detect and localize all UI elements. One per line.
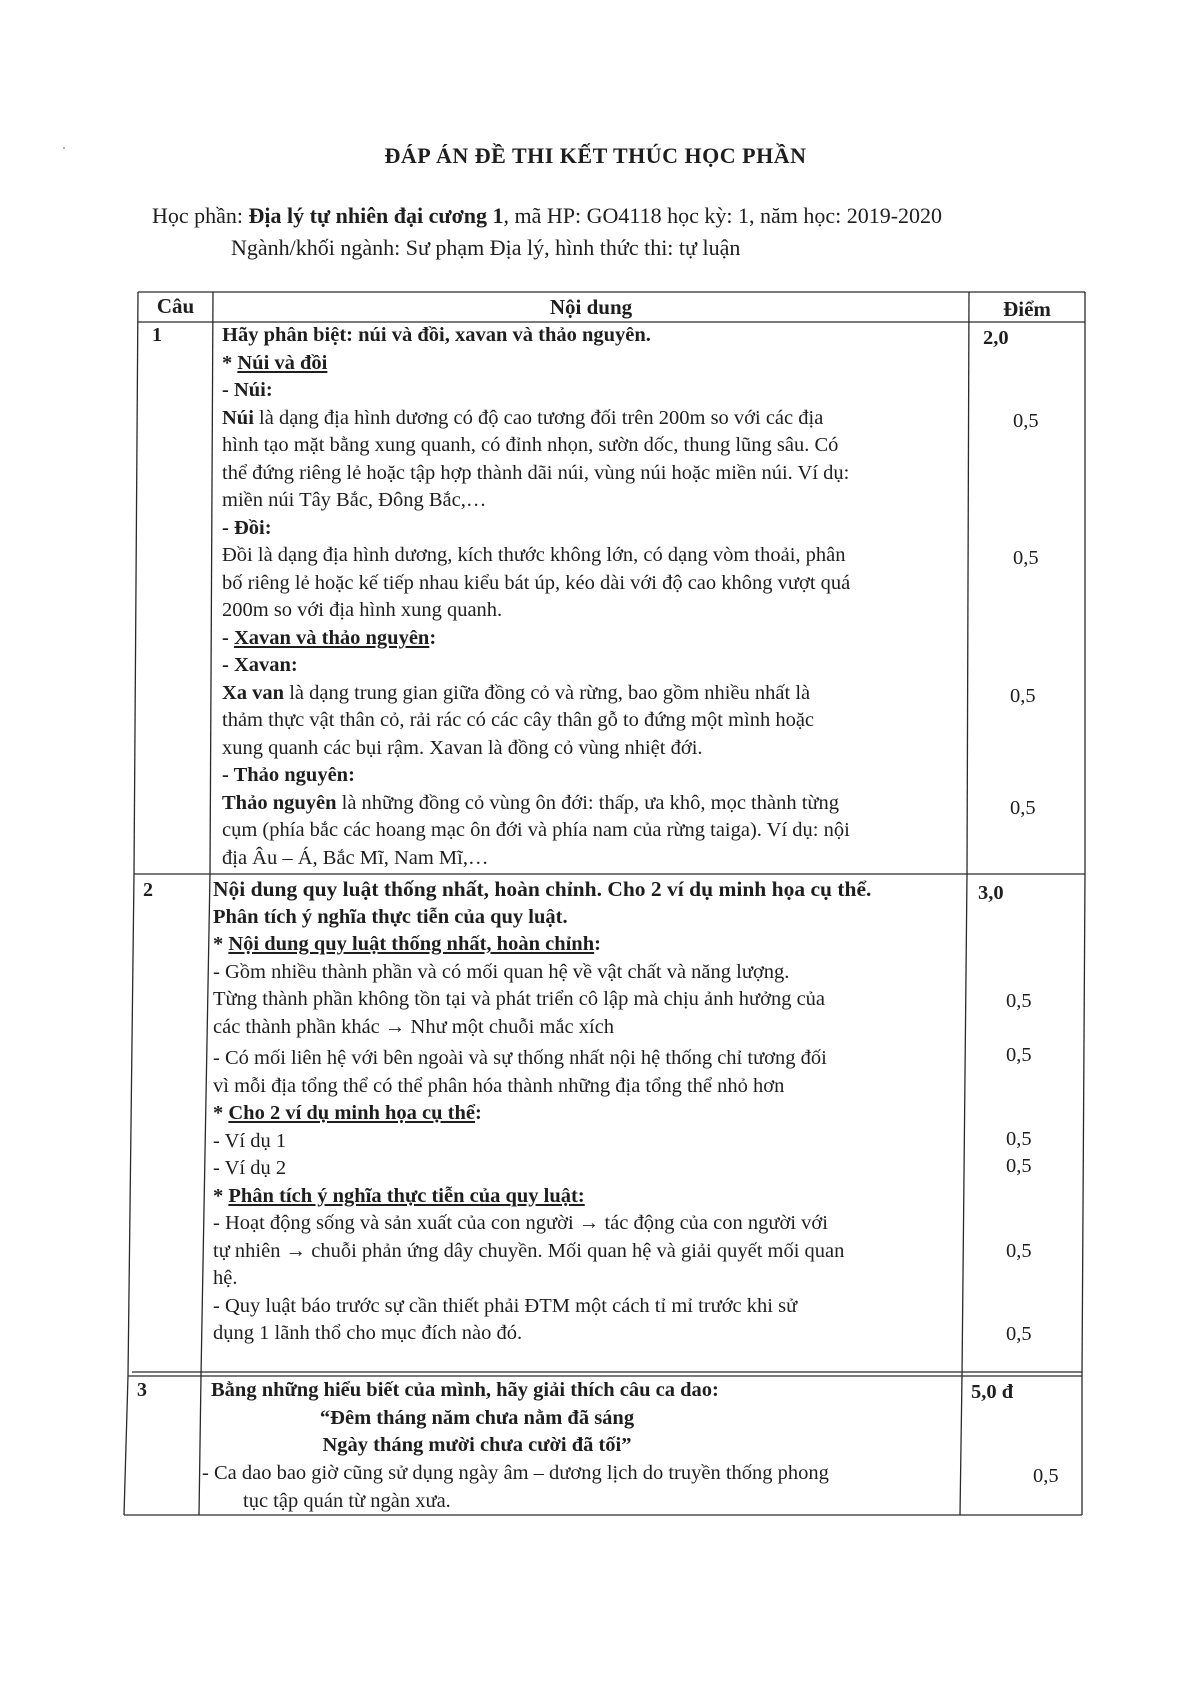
grid-line (1082, 874, 1085, 1376)
q1-xavan-line: Xa van là dạng trung gian giữa đồng cỏ và rừng, bao gồm nhiều nhất là (222, 681, 811, 704)
q1-xavan-line: thảm thực vật thân cỏ, rải rác có các cây thân gỗ to đứng một mình hoặc (222, 709, 815, 731)
q3-verse-line: Ngày tháng mười chưa cười đã tối” (322, 1434, 632, 1456)
q2-point-line: các thành phần khác → Như một chuỗi mắc xích (213, 1015, 615, 1038)
q1-doi-line: bố riêng lẻ hoặc kế tiếp nhau kiểu bát úp, kéo dài với độ cao không vượt quá (222, 571, 851, 594)
q1-xavan-label: - Xavan: (222, 654, 298, 676)
q3-point (202, 1460, 829, 1515)
q3-content (211, 1377, 742, 1460)
major-line: Ngành/khối ngành: Sư phạm Địa lý, hình thức thi: tự luận (231, 235, 741, 260)
q2-point-line: - Quy luật báo trước sự cần thiết phải ĐTM một cách tỉ mỉ trước khi sử (213, 1294, 798, 1317)
q3-number: 3 (137, 1379, 147, 1401)
q2-point-line: - Có mối liên hệ với bên ngoài và sự thống nhất nội hệ thống chỉ tương đối (213, 1047, 827, 1069)
q1-section-b: - Xavan và thảo nguyên: (222, 626, 437, 649)
q2-number: 2 (143, 879, 153, 901)
q1-nui-line: Núi là dạng địa hình dương có độ cao tương đối trên 200m so với các địa (222, 406, 824, 429)
grid-line (210, 292, 213, 874)
grid-line (967, 292, 969, 874)
grid-line (960, 1376, 962, 1515)
q3-question: Bằng những hiểu biết của mình, hãy giải thích câu ca dao: (211, 1379, 719, 1401)
q1-section-a: * Núi và đồi (222, 351, 328, 374)
q3-total-score: 5,0 đ (971, 1381, 1014, 1403)
q1-question: Hãy phân biệt: núi và đồi, xavan và thảo nguyên. (222, 324, 651, 346)
q2-section-b: * Cho 2 ví dụ minh họa cụ thể: (213, 1102, 482, 1124)
q2-example1-score: 0,5 (1006, 1128, 1032, 1150)
q2-point-line: dụng 1 lãnh thổ cho mục đích nào đó. (213, 1322, 523, 1344)
q1-number: 1 (152, 324, 162, 346)
q1-nui-line: hình tạo mặt bằng xung quanh, có đỉnh nhọn, sườn dốc, thung lũng sâu. Có (222, 434, 839, 456)
grid-line (124, 1376, 128, 1515)
q2-point3-score: 0,5 (1006, 1240, 1032, 1262)
q3-point-line: - Ca dao bao giờ cũng sử dụng ngày âm – dương lịch do truyền thống phong (202, 1462, 829, 1484)
q3-point1-score: 0,5 (1033, 1465, 1059, 1487)
header-score: Điểm (1003, 297, 1051, 321)
q2-point-line: vì mỗi địa tổng thể có thể phân hóa thành những địa tổng thể nhỏ hơn (213, 1074, 785, 1097)
header-question: Câu (156, 294, 195, 318)
q2-point-line: - Hoạt động sống và sản xuất của con người → tác động của con người với (213, 1212, 828, 1234)
q2-content (213, 876, 871, 1348)
q2-point4-score: 0,5 (1006, 1323, 1032, 1345)
q1-doi-line: 200m so với địa hình xung quanh. (222, 599, 503, 621)
grid-line (201, 874, 210, 1376)
q2-question: Nội dung quy luật thống nhất, hoàn chỉnh. Cho 2 ví dụ minh họa cụ thể. (213, 877, 872, 901)
q2-section-c: * Phân tích ý nghĩa thực tiễn của quy luật: (213, 1184, 585, 1207)
q2-point-line: - Gồm nhiều thành phần và có mối quan hệ về vật chất và năng lượng. (213, 960, 790, 983)
grid-line (962, 874, 967, 1376)
q1-content (222, 322, 850, 872)
q1-nui-label: - Núi: (222, 379, 273, 401)
grid-line (199, 1376, 201, 1515)
q2-point-line: Từng thành phần không tồn tại và phát triển cô lập mà chịu ảnh hưởng của (213, 988, 826, 1010)
q2-question: Phân tích ý nghĩa thực tiễn của quy luật. (213, 905, 568, 928)
q2-example-2: - Ví dụ 2 (213, 1157, 287, 1179)
q2-point-line: tự nhiên → chuỗi phản ứng dây chuyền. Mối quan hệ và giải quyết mối quan (213, 1239, 845, 1262)
grid-line (128, 874, 134, 1376)
course-name: Địa lý tự nhiên đại cương 1 (248, 203, 504, 228)
course-prefix: Học phần: (152, 203, 249, 228)
course-suffix: , mã HP: GO4118 học kỳ: 1, năm học: 2019-2020 (503, 203, 943, 228)
q1-nui-score: 0,5 (1013, 410, 1039, 432)
q2-point2-score: 0,5 (1006, 1044, 1032, 1066)
q1-nui-line: thể đứng riêng lẻ hoặc tập hợp thành dãi núi, vùng núi hoặc miền núi. Ví dụ: (222, 461, 850, 484)
q2-total-score: 3,0 (978, 882, 1004, 904)
q1-thao-line: Thảo nguyên là những đồng cỏ vùng ôn đới: thấp, ưa khô, mọc thành từng (222, 791, 840, 814)
q1-thao-line: địa Âu – Á, Bắc Mĩ, Nam Mĩ,… (222, 846, 489, 869)
q1-thao-score: 0,5 (1010, 797, 1036, 819)
q1-xavan-line: xung quanh các bụi rậm. Xavan là đồng cỏ vùng nhiệt đới. (222, 736, 703, 759)
q1-nui-line: miền núi Tây Bắc, Đông Bắc,… (222, 489, 487, 511)
q2-section-a: * Nội dung quy luật thống nhất, hoàn chỉnh: (213, 933, 601, 955)
grid-line (134, 292, 138, 874)
q2-point-line: hệ. (213, 1267, 238, 1289)
q1-doi-label: - Đồi: (222, 516, 272, 539)
header-content: Nội dung (549, 295, 633, 319)
q1-thao-line: cụm (phía bắc các hoang mạc ôn đới và phía nam của rừng taiga). Ví dụ: nội (222, 819, 850, 841)
q3-verse-line: “Đêm tháng năm chưa nằm đã sáng (319, 1406, 635, 1429)
q1-thao-label: - Thảo nguyên: (222, 764, 355, 786)
q2-point1-score: 0,5 (1006, 990, 1032, 1012)
q1-xavan-score: 0,5 (1010, 685, 1036, 707)
q1-doi-score: 0,5 (1013, 547, 1039, 569)
q3-point-line: tục tập quán từ ngàn xưa. (243, 1489, 451, 1512)
course-line (152, 203, 942, 229)
q2-example-1: - Ví dụ 1 (213, 1129, 287, 1152)
page-title: ĐÁP ÁN ĐỀ THI KẾT THÚC HỌC PHẦN (384, 143, 807, 168)
q2-example2-score: 0,5 (1006, 1155, 1032, 1177)
q1-doi-line: Đồi là dạng địa hình dương, kích thước không lớn, có dạng vòm thoải, phân (222, 544, 846, 566)
q1-total-score: 2,0 (983, 327, 1009, 349)
